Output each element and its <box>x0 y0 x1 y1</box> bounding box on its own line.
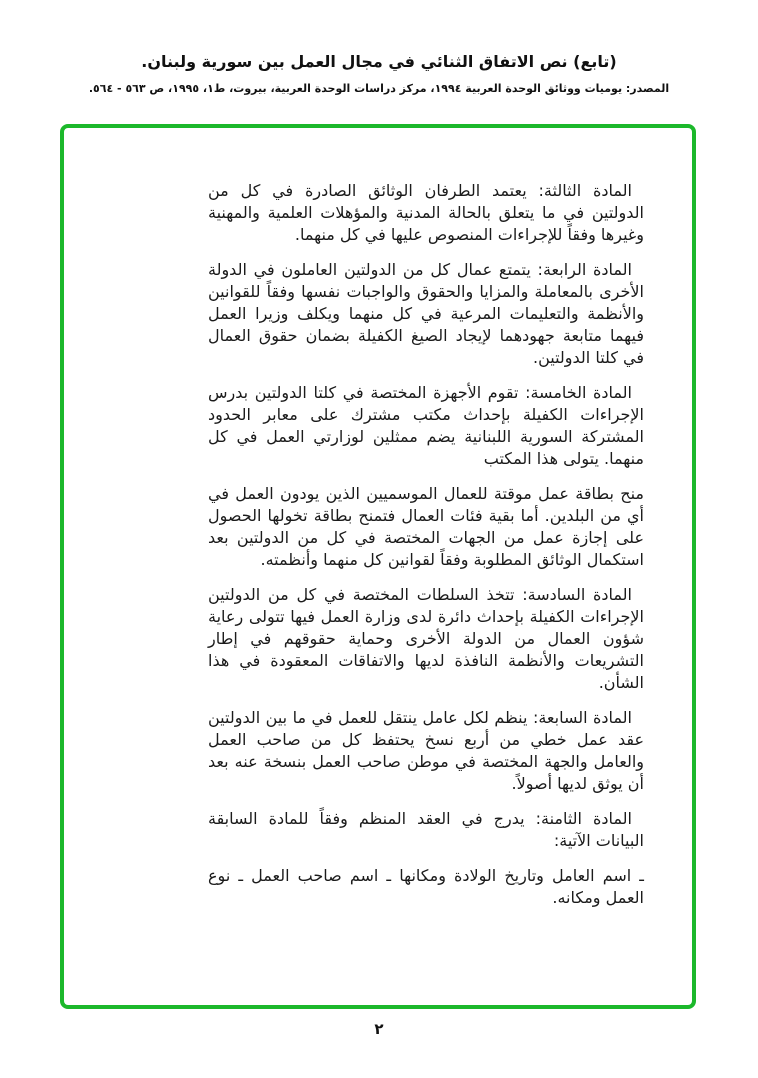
contract-fields-line: ـ اسم العامل وتاريخ الولادة ومكانها ـ اسم صاحب العمل ـ نوع العمل ومكانه. <box>208 866 644 907</box>
source-citation: المصدر: يوميات ووثائق الوحدة العربية ١٩٩٤، مركز دراسات الوحدة العربية، بيروت، ط١، ١٩٩٥، ص ٥٦٣ - ٥٦٤. <box>88 82 670 95</box>
article-5-paragraph: المادة الخامسة: تقوم الأجهزة المختصة في كلتا الدولتين بدرس الإجراءات الكفيلة بإحداث مكتب مشترك على معابر الحدود المشتركة السورية اللبنانية يضم ممثلين لوزارتي العمل في كل منهما. يتولى هذا المكتب <box>208 383 644 468</box>
article-6-paragraph: المادة السادسة: تتخذ السلطات المختصة في كل من الدولتين الإجراءات الكفيلة بإحداث دائرة لدى وزارة العمل فيها تتولى رعاية شؤون العمال من الدولة الأخرى وحماية حقوقهم في إطار التشريعات والأنظمة النافذة لديها والاتفاقات المعقودة في هذا الشأن. <box>208 585 644 692</box>
body-text <box>208 180 644 922</box>
article-7-paragraph: المادة السابعة: ينظم لكل عامل ينتقل للعمل في ما بين الدولتين عقد عمل خطي من أربع نسخ يحتفظ كل من صاحب العمل والعامل والجهة المختصة في موطن صاحب العمل بنسخة عنه بعد أن يوثق لديها أصولاً. <box>208 708 644 793</box>
content-box <box>60 124 696 1009</box>
page-number: ٢ <box>374 1020 384 1038</box>
article-4-paragraph: المادة الرابعة: يتمتع عمال كل من الدولتين العاملون في الدولة الأخرى بالمعاملة والمزايا والحقوق والواجبات نفسها وفقاً للقوانين والأنظمة والتعليمات المرعية في كل منهما ويكلف وزيرا العمل فيهما متابعة جهودهما لإيجاد الصيغ الكفيلة بضمان حقوق العمال في كلتا الدولتين. <box>208 260 644 367</box>
document-title: (تابع) نص الاتفاق الثنائي في مجال العمل بين سورية ولبنان. <box>141 52 617 71</box>
article-3-paragraph: المادة الثالثة: يعتمد الطرفان الوثائق الصادرة في كل من الدولتين في ما يتعلق بالحالة المدنية والمؤهلات العلمية والمهنية وغيرها وفقاً للإجراءات المنصوص عليها في كل منهما. <box>208 181 644 244</box>
article-5-continuation-paragraph: منح بطاقة عمل موقتة للعمال الموسميين الذين يودون العمل في أي من البلدين. أما بقية فئات العمال فتمنح بطاقة تخولها الحصول على إجازة عمل من الجهات المختصة في كل من الدولتين بعد استكمال الوثائق المطلوبة وفقاً لقوانين كل منهما وأنظمته. <box>208 484 644 569</box>
article-8-paragraph: المادة الثامنة: يدرج في العقد المنظم وفقاً للمادة السابقة البيانات الآتية: <box>208 809 644 850</box>
